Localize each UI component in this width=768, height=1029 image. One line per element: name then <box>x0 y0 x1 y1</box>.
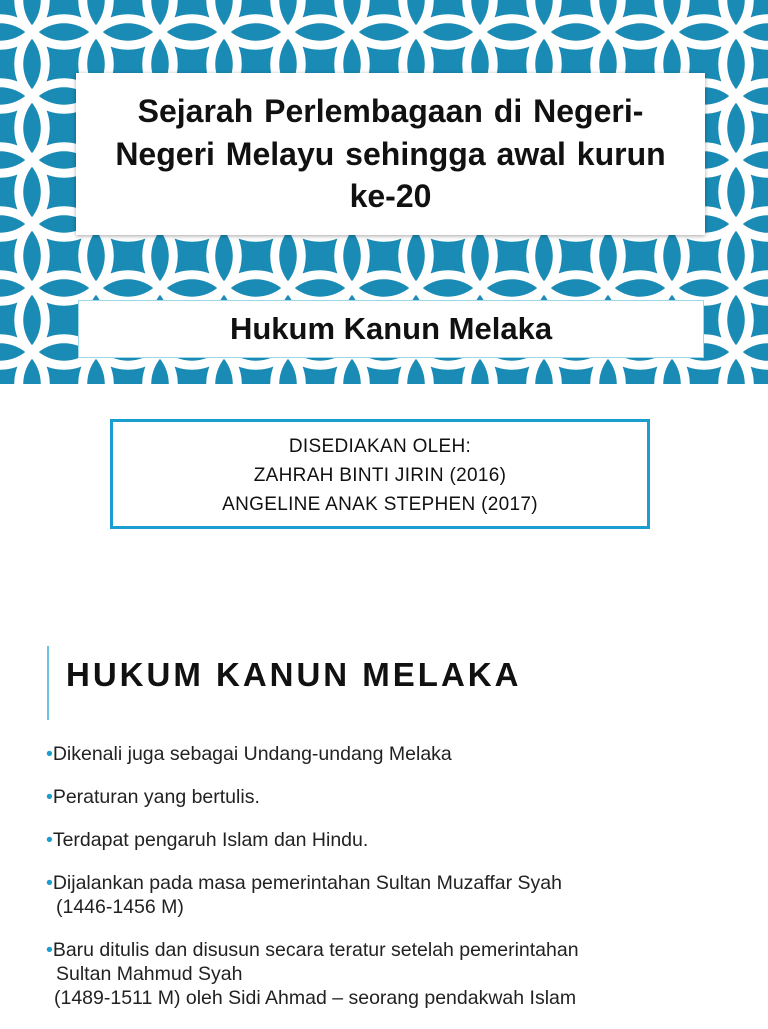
content-heading: HUKUM KANUN MELAKA <box>66 656 522 693</box>
list-item: •Dikenali juga sebagai Undang-undang Melaka <box>46 743 452 765</box>
subtitle-box <box>78 300 704 358</box>
bullet-icon: • <box>46 872 53 894</box>
list-item: •Terdapat pengaruh Islam dan Hindu. <box>46 829 369 851</box>
author-box <box>110 419 650 529</box>
list-item: •Peraturan yang bertulis. <box>46 786 260 808</box>
bullet-icon: • <box>46 939 53 961</box>
list-item: •Baru ditulis dan disusun secara teratur setelah pemerintahan Sultan Mahmud Syah (1489-1511 M) oleh Sidi Ahmad – seorang pendakwah Islam <box>46 939 579 1009</box>
bullet-list <box>46 742 746 1029</box>
author-name: ZAHRAH BINTI JIRIN (2016) <box>253 465 507 486</box>
heading-accent-bar <box>47 646 49 720</box>
bullet-icon: • <box>46 743 53 765</box>
title-box <box>76 73 705 235</box>
slide-title: Sejarah Perlembagaan di Negeri-Negeri Melayu sehingga awal kurun ke-20 <box>115 93 666 215</box>
bullet-icon: • <box>46 786 53 808</box>
slide-subtitle: Hukum Kanun Melaka <box>229 311 553 346</box>
content-slide <box>0 576 768 1024</box>
author-name: ANGELINE ANAK STEPHEN (2017) <box>222 494 538 515</box>
list-item: •Dijalankan pada masa pemerintahan Sultan Muzaffar Syah (1446-1456 M) <box>46 872 562 918</box>
bullet-icon: • <box>46 829 53 851</box>
prepared-by-label: DISEDIAKAN OLEH: <box>288 436 472 457</box>
